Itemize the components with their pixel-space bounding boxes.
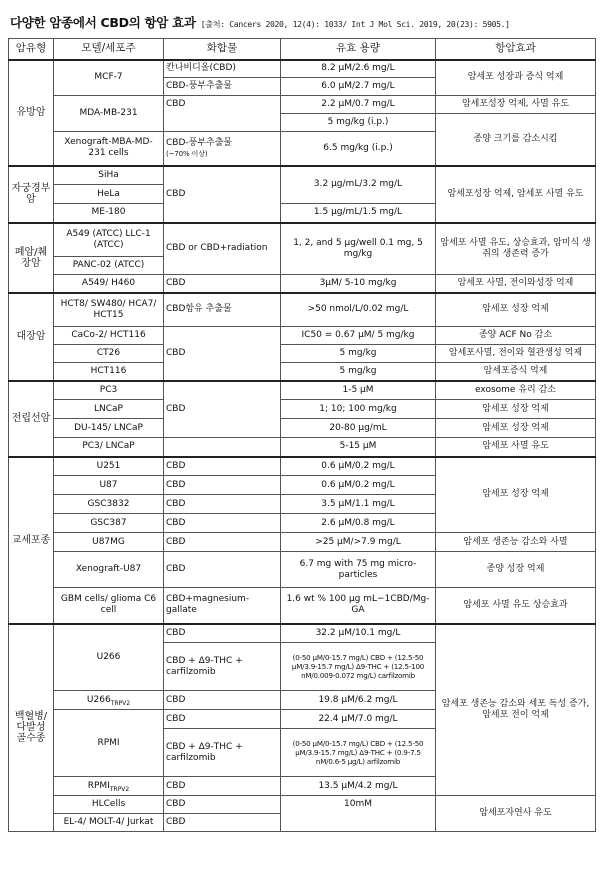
effect-cell: 암세포 사멸 유도 xyxy=(436,438,596,457)
effect-cell: 암세포사멸, 전이와 혈관생성 억제 xyxy=(436,345,596,363)
compound-cell: CBD + Δ9-THC + carfilzomib xyxy=(164,643,281,691)
model-cell: GBM cells/ glioma C6 cell xyxy=(54,588,164,624)
page-title xyxy=(10,12,598,31)
col-header-model: 모델/세포주 xyxy=(54,39,164,60)
effect-cell: 암세포 성장 억제 xyxy=(436,400,596,419)
model-cell: A549/ H460 xyxy=(54,275,164,293)
table-row xyxy=(9,363,596,381)
compound-cell: CBD xyxy=(164,96,281,132)
cancer-type-cell: 유방암 xyxy=(9,60,54,166)
table-row xyxy=(9,166,596,185)
model-cell: A549 (ATCC) LLC-1 (ATCC) xyxy=(54,223,164,257)
model-cell: PC3 xyxy=(54,381,164,400)
model-text: U266 xyxy=(86,694,111,705)
compound-cell: CBD xyxy=(164,533,281,552)
effect-cell: exosome 유리 감소 xyxy=(436,381,596,400)
dose-cell: 1, 2, and 5 μg/well 0.1 mg, 5 mg/kg xyxy=(281,223,436,275)
dose-cell: 20-80 μg/mL xyxy=(281,419,436,438)
compound-cell: 칸나비디올(CBD) xyxy=(164,60,281,78)
compound-text: CBD-풍부추출물 xyxy=(166,138,233,149)
dose-cell: 0.6 μM/0.2 mg/L xyxy=(281,476,436,495)
title-main: 다양한 암종에서 CBD의 항암 효과 xyxy=(10,15,196,30)
table-row xyxy=(9,60,596,78)
dose-cell: 13.5 μM/4.2 mg/L xyxy=(281,777,436,796)
col-header-effect: 항암효과 xyxy=(436,39,596,60)
effect-cell: 암세포자연사 유도 xyxy=(436,796,596,832)
effect-cell: 암세포성장 억제, 사멸 유도 xyxy=(436,96,596,114)
table-row xyxy=(9,223,596,257)
model-cell: U266 xyxy=(54,624,164,691)
col-header-compound: 화합물 xyxy=(164,39,281,60)
dose-cell: 6.7 mg with 75 mg micro-particles xyxy=(281,552,436,588)
dose-cell: 5-15 μM xyxy=(281,438,436,457)
header-row xyxy=(9,39,596,60)
table-row xyxy=(9,381,596,400)
cancer-type-cell: 전립선암 xyxy=(9,381,54,457)
table-row xyxy=(9,400,596,419)
compound-note: (~70% 이상) xyxy=(166,149,208,159)
model-cell: CT26 xyxy=(54,345,164,363)
effect-cell: 종양 크기를 감소시킴 xyxy=(436,114,596,166)
effect-cell: 암세포 생존능 감소와 사멸 xyxy=(436,533,596,552)
compound-cell: CBD+magnesium-gallate xyxy=(164,588,281,624)
compound-cell: CBD xyxy=(164,457,281,476)
compound-cell xyxy=(164,132,281,166)
model-cell: PANC-02 (ATCC) xyxy=(54,257,164,275)
dose-cell: 6.5 mg/kg (i.p.) xyxy=(281,132,436,166)
effect-cell: 암세포 성장과 증식 억제 xyxy=(436,60,596,96)
dose-cell: 5 mg/kg xyxy=(281,363,436,381)
table-row xyxy=(9,293,596,327)
dose-cell: 8.2 μM/2.6 mg/L xyxy=(281,60,436,78)
effect-cell: 암세포증식 억제 xyxy=(436,363,596,381)
table-row xyxy=(9,96,596,114)
dose-cell: 0.6 μM/0.2 mg/L xyxy=(281,457,436,476)
table-row xyxy=(9,588,596,624)
compound-cell: CBD함유 추출물 xyxy=(164,293,281,327)
effect-cell: 종양 ACF No 감소 xyxy=(436,327,596,345)
dose-cell: >50 nmol/L/0.02 mg/L xyxy=(281,293,436,327)
dose-cell: 1.6 wt % 100 μg mL−1CBD/Mg-GA xyxy=(281,588,436,624)
cancer-type-cell: 자궁경부암 xyxy=(9,166,54,223)
model-cell: CaCo-2/ HCT116 xyxy=(54,327,164,345)
compound-cell: CBD xyxy=(164,710,281,729)
effect-cell: 암세포 사멸 유도, 상승효과, 암미식 생쥐의 생존력 증가 xyxy=(436,223,596,275)
dose-cell: 10mM xyxy=(281,796,436,832)
effect-cell: 암세포 성장 억제 xyxy=(436,457,596,533)
table-row xyxy=(9,327,596,345)
dose-detail: (0-50 μM/0-15.7 mg/L) CBD + (12.5-50 μM/3.9-15.7 mg/L) Δ9-THC + (12.5-100 nM/0.009-0.072 mg/L) carfilzomib xyxy=(291,653,425,680)
dose-cell: 3μM/ 5-10 mg/kg xyxy=(281,275,436,293)
dose-cell: 19.8 μM/6.2 mg/L xyxy=(281,691,436,710)
model-cell: HCT116 xyxy=(54,363,164,381)
cancer-type-cell: 교세포종 xyxy=(9,457,54,624)
compound-cell: CBD xyxy=(164,166,281,223)
dose-cell: 22.4 μM/7.0 mg/L xyxy=(281,710,436,729)
table-row xyxy=(9,796,596,814)
dose-cell: >25 μM/>7.9 mg/L xyxy=(281,533,436,552)
compound-cell: CBD xyxy=(164,552,281,588)
effect-cell: 암세포 성장 억제 xyxy=(436,293,596,327)
table-row xyxy=(9,552,596,588)
dose-cell: 1; 10; 100 mg/kg xyxy=(281,400,436,419)
compound-cell: CBD or CBD+radiation xyxy=(164,223,281,275)
model-cell: RPMI xyxy=(54,710,164,777)
compound-cell: CBD xyxy=(164,327,281,381)
compound-cell: CBD-풍부추출물 xyxy=(164,78,281,96)
dose-cell: 1-5 μM xyxy=(281,381,436,400)
dose-cell: 3.2 μg/mL/3.2 mg/L xyxy=(281,166,436,204)
model-cell: HCT8/ SW480/ HCA7/ HCT15 xyxy=(54,293,164,327)
table-row xyxy=(9,624,596,643)
dose-cell: 1.5 μg/mL/1.5 mg/L xyxy=(281,204,436,223)
model-cell: ME-180 xyxy=(54,204,164,223)
compound-cell: CBD xyxy=(164,275,281,293)
model-cell: Xenograft-U87 xyxy=(54,552,164,588)
model-cell: GSC387 xyxy=(54,514,164,533)
col-header-dose: 유효 용량 xyxy=(281,39,436,60)
dose-cell: 2.2 μM/0.7 mg/L xyxy=(281,96,436,114)
effect-cell: 암세포 사멸, 전이와성장 억제 xyxy=(436,275,596,293)
dose-cell xyxy=(281,729,436,777)
model-cell: EL-4/ MOLT-4/ Jurkat xyxy=(54,814,164,832)
compound-cell: CBD xyxy=(164,381,281,438)
compound-cell: CBD xyxy=(164,476,281,495)
compound-cell: CBD xyxy=(164,624,281,643)
compound-cell: CBD xyxy=(164,514,281,533)
dose-detail: (0-50 μM/0-15.7 mg/L) CBD + (12.5-50 μM/3.9-15.7 mg/L) Δ9-THC + (0.9-7.5 nM/0.6-5 μg/L) arfilzomib xyxy=(292,739,424,766)
model-cell: SiHa xyxy=(54,166,164,185)
effect-cell: 암세포성장 억제, 암세포 사멸 유도 xyxy=(436,166,596,223)
dose-cell: 5 mg/kg xyxy=(281,345,436,363)
table-row xyxy=(9,533,596,552)
table-row xyxy=(9,345,596,363)
cancer-type-cell: 대장암 xyxy=(9,293,54,381)
table-row xyxy=(9,275,596,293)
effect-cell: 암세포 생존능 감소와 세포 독성 증가, 암세포 전이 억제 xyxy=(436,624,596,796)
model-cell: HeLa xyxy=(54,185,164,204)
model-cell: U251 xyxy=(54,457,164,476)
table-row xyxy=(9,457,596,476)
effect-cell: 종양 성장 억제 xyxy=(436,552,596,588)
model-cell: DU-145/ LNCaP xyxy=(54,419,164,438)
compound-cell xyxy=(164,438,281,457)
cancer-type-cell: 백혈병/다발성 골수종 xyxy=(9,624,54,832)
compound-cell: CBD xyxy=(164,796,281,814)
model-cell xyxy=(54,777,164,796)
model-cell: Xenograft-MBA-MD-231 cells xyxy=(54,132,164,166)
dose-cell: 5 mg/kg (i.p.) xyxy=(281,114,436,132)
title-source: [출처: Cancers 2020, 12(4): 1033/ Int J Mol Sci. 2019, 20(23): 5905.] xyxy=(200,19,510,29)
model-cell: U87 xyxy=(54,476,164,495)
dose-cell: 2.6 μM/0.8 mg/L xyxy=(281,514,436,533)
model-cell: HLCells xyxy=(54,796,164,814)
table-row xyxy=(9,419,596,438)
compound-cell: CBD xyxy=(164,814,281,832)
compound-cell: CBD xyxy=(164,777,281,796)
model-cell xyxy=(54,691,164,710)
cancer-type-cell: 폐암/췌장암 xyxy=(9,223,54,293)
table-row xyxy=(9,438,596,457)
model-cell: GSC3832 xyxy=(54,495,164,514)
effect-cell: 암세포 성장 억제 xyxy=(436,419,596,438)
model-text: RPMI xyxy=(87,780,110,791)
model-cell: PC3/ LNCaP xyxy=(54,438,164,457)
model-cell: MCF-7 xyxy=(54,60,164,96)
dose-cell xyxy=(281,643,436,691)
compound-cell: CBD xyxy=(164,691,281,710)
dose-cell: 3.5 μM/1.1 mg/L xyxy=(281,495,436,514)
model-cell: MDA-MB-231 xyxy=(54,96,164,132)
dose-cell: 6.0 μM/2.7 mg/L xyxy=(281,78,436,96)
cbd-anticancer-table xyxy=(8,38,596,832)
col-header-type: 암유형 xyxy=(9,39,54,60)
model-cell: LNCaP xyxy=(54,400,164,419)
model-cell: U87MG xyxy=(54,533,164,552)
dose-cell: IC50 = 0.67 μM/ 5 mg/kg xyxy=(281,327,436,345)
model-subscript: TRPV2 xyxy=(109,785,130,793)
effect-cell: 암세포 사멸 유도 상승효과 xyxy=(436,588,596,624)
model-subscript: TRPV2 xyxy=(110,699,131,707)
dose-cell: 32.2 μM/10.1 mg/L xyxy=(281,624,436,643)
compound-cell: CBD + Δ9-THC + carfilzomib xyxy=(164,729,281,777)
compound-cell: CBD xyxy=(164,495,281,514)
